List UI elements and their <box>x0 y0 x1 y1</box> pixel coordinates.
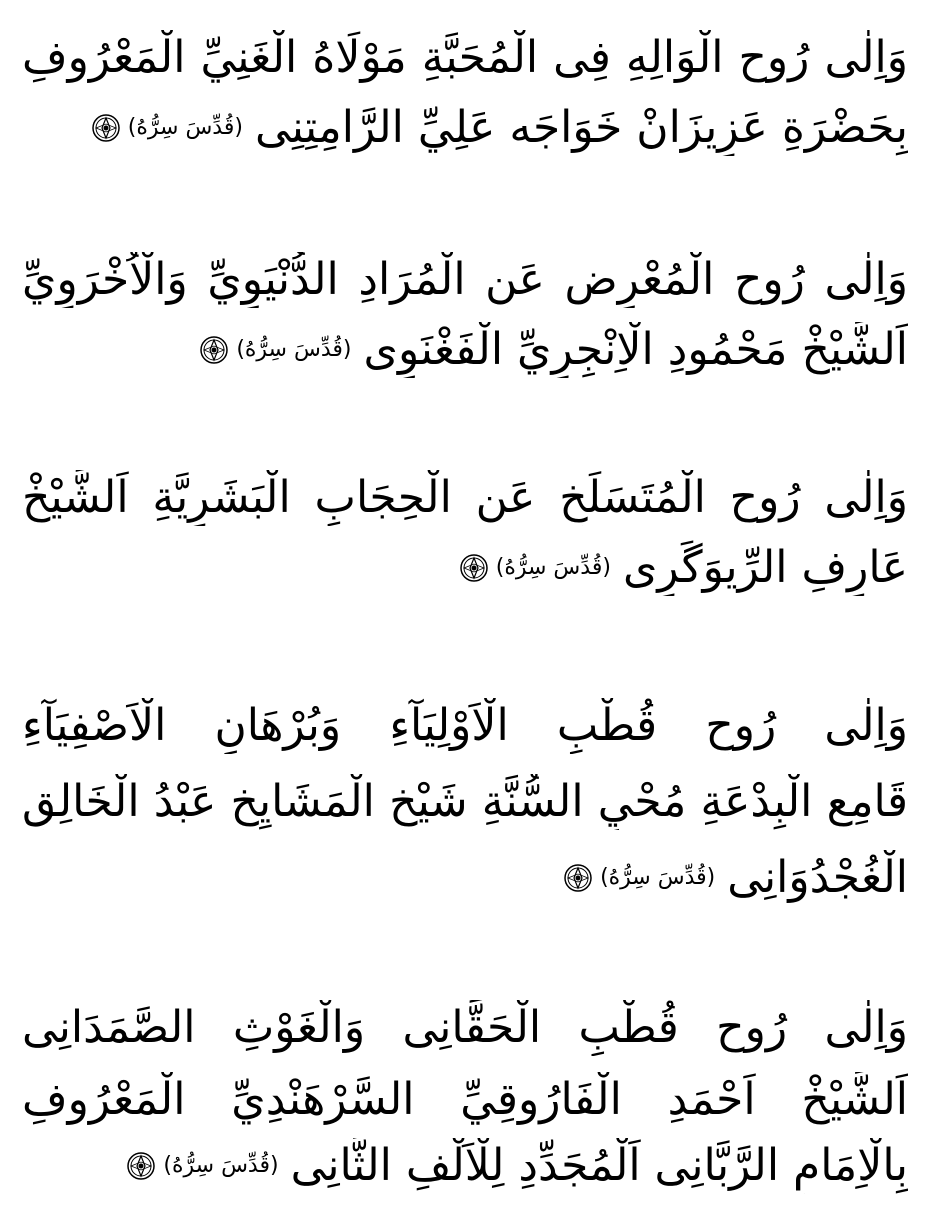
line-text: وَاِلٰى رُوحِ قُطْبِ الْحَقَّانِى وَالْغَوْثِ الصَّمَدَانِى <box>22 1002 908 1053</box>
paragraph-line <box>22 100 908 156</box>
paragraph-line <box>22 252 908 308</box>
line-text: وَاِلٰى رُوحِ قُطْبِ الْاَوْلِيَآءِ وَبُرْهَانِ الْاَصْفِيَآءِ <box>22 700 908 751</box>
line-text: بِحَضْرَةِ عَزِيزَانْ خَوَاجَه عَلِيِّ الرَّامِتِنِى <box>254 102 908 153</box>
line-text: اَلشَّيْخْ مَحْمُودِ الْاِنْجِرِيِّ الْفَغْنَوِى <box>363 324 908 375</box>
paragraph-line <box>22 322 908 378</box>
paragraph-line <box>22 774 908 830</box>
line-text: وَاِلٰى رُوحِ الْمُعْرِضِ عَنِ الْمُرَادِ الدُّنْيَوِيِّ وَالْاُخْرَوِيِّ <box>22 254 908 305</box>
rosette-icon <box>460 554 488 582</box>
honorific-text: (قُدِّسَ سِرُّهُ) <box>236 337 352 362</box>
line-text: اَلشَّيْخْ اَحْمَدِ الْفَارُوقِيِّ السَّرْهَنْدِيِّ الْمَعْرُوفِ <box>22 1074 908 1125</box>
rosette-icon <box>200 336 228 364</box>
line-text: وَاِلٰى رُوحِ الْوَالِهِ فِى الْمُحَبَّةِ مَوْلَاهُ الْغَنِيِّ الْمَعْرُوفِ <box>22 32 908 83</box>
paragraph-line <box>22 470 908 526</box>
paragraph-3 <box>22 470 908 596</box>
paragraph-line <box>22 540 908 596</box>
rosette-icon <box>92 114 120 142</box>
honorific-text: (قُدِّسَ سِرُّهُ) <box>600 865 716 890</box>
honorific-text: (قُدِّسَ سِرُّهُ) <box>127 115 243 140</box>
paragraph-2 <box>22 252 908 378</box>
line-text: الْغُجْدُوَانِى <box>727 852 908 903</box>
paragraph-5 <box>22 1000 908 1194</box>
line-text: قَامِعِ الْبِدْعَةِ مُحْيِ السُّنَّةِ شَيْخِ الْمَشَايِخِ عَبْدُ الْخَالِقِ <box>22 776 908 827</box>
honorific-text: (قُدِّسَ سِرُّهُ) <box>163 1153 279 1178</box>
paragraph-line <box>22 698 908 754</box>
honorific-text: (قُدِّسَ سِرُّهُ) <box>495 555 611 580</box>
rosette-icon <box>127 1152 155 1180</box>
paragraph-line <box>22 850 908 906</box>
paragraph-1 <box>22 30 908 156</box>
rosette-icon <box>564 864 592 892</box>
line-text: بِالْاِمَامِ الرَّبَّانِى اَلْمُجَدِّدِ لِلْاَلْفِ الثَّانِى <box>290 1140 908 1191</box>
paragraph-4 <box>22 698 908 906</box>
paragraph-line <box>22 1138 908 1194</box>
paragraph-line <box>22 1000 908 1056</box>
line-text: وَاِلٰى رُوحِ الْمُتَسَلِّخِ عَنِ الْحِجَابِ الْبَشَرِيَّةِ اَلشَّيْخْ <box>22 472 908 523</box>
paragraph-line <box>22 1072 908 1128</box>
line-text: عَارِفِ الرِّيوَگَرِى <box>622 542 908 593</box>
paragraph-line <box>22 30 908 86</box>
